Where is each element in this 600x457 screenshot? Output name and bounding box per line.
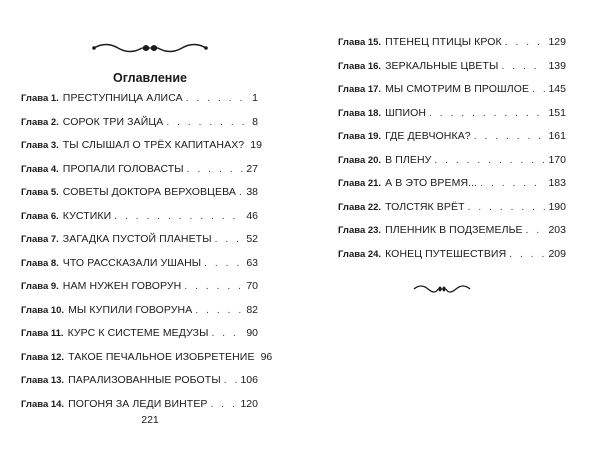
chapter-page-number: 52 xyxy=(246,233,258,245)
chapter-label: Глава 6. xyxy=(21,210,59,222)
chapter-label: Глава 23. xyxy=(338,225,382,236)
chapter-page-number: 1 xyxy=(252,92,258,104)
chapter-page-number: 209 xyxy=(548,247,566,260)
dot-leader xyxy=(212,328,244,339)
flourish-ornament-icon xyxy=(412,282,472,296)
toc-entry xyxy=(338,36,566,60)
toc-entry xyxy=(338,154,566,178)
chapter-label: Глава 5. xyxy=(21,187,59,198)
toc-entry xyxy=(21,163,258,187)
dot-leader xyxy=(526,225,546,236)
chapter-page-number: 203 xyxy=(548,224,566,236)
chapter-title: ТОЛСТЯК ВРЁТ xyxy=(385,200,465,213)
dot-leader xyxy=(474,131,546,142)
chapter-label: Глава 11. xyxy=(21,328,64,339)
chapter-title: А В ЭТО ВРЕМЯ... xyxy=(385,177,478,189)
chapter-label: Глава 10. xyxy=(21,304,65,316)
toc-entry xyxy=(338,224,566,248)
chapter-page-number: 161 xyxy=(548,130,566,142)
dot-leader xyxy=(184,281,243,292)
dot-leader xyxy=(501,61,545,72)
chapter-label: Глава 13. xyxy=(21,375,65,386)
toc-entry xyxy=(338,201,566,225)
chapter-label: Глава 22. xyxy=(338,201,382,213)
chapter-label: Глава 3. xyxy=(21,140,59,151)
chapter-label: Глава 16. xyxy=(338,60,382,72)
chapter-page-number: 82 xyxy=(246,303,258,316)
chapter-page-number: 46 xyxy=(246,209,258,222)
chapter-title: ТЫ СЛЫШАЛ О ТРЁХ КАПИТАНАХ? xyxy=(62,139,245,151)
toc-entry xyxy=(338,107,566,131)
toc-entry xyxy=(338,177,566,201)
toc-entry xyxy=(338,130,566,154)
chapter-label: Глава 19. xyxy=(338,131,382,142)
chapter-label: Глава 21. xyxy=(338,178,382,189)
chapter-title: ЗАГАДКА ПУСТОЙ ПЛАНЕТЫ xyxy=(62,233,212,245)
toc-entry xyxy=(21,327,258,351)
chapter-title: ПАРАЛИЗОВАННЫЕ РОБОТЫ xyxy=(68,374,221,386)
chapter-title: ПОГОНЯ ЗА ЛЕДИ ВИНТЕР xyxy=(68,397,208,410)
chapter-title: НАМ НУЖЕН ГОВОРУН xyxy=(62,280,182,292)
chapter-label: Глава 17. xyxy=(338,84,382,95)
chapter-page-number: 63 xyxy=(246,256,258,269)
chapter-title: КУРС К СИСТЕМЕ МЕДУЗЫ xyxy=(67,327,209,339)
chapter-label: Глава 14. xyxy=(21,398,65,410)
chapter-title: ЧТО РАССКАЗАЛИ УШАНЫ xyxy=(62,256,202,269)
dot-leader xyxy=(204,258,243,269)
chapter-title: В ПЛЕНУ xyxy=(385,153,432,166)
chapter-page-number: 38 xyxy=(246,186,258,198)
chapter-page-number: 139 xyxy=(548,59,566,72)
chapter-page-number: 70 xyxy=(246,280,258,292)
flourish-ornament-icon xyxy=(92,40,208,56)
toc-entry xyxy=(21,210,258,234)
chapter-page-number: 183 xyxy=(548,177,566,189)
dot-leader xyxy=(434,155,545,166)
dot-leader xyxy=(532,84,545,95)
chapter-title: СОРОК ТРИ ЗАЙЦА xyxy=(62,115,164,128)
chapter-title: ПРЕСТУПНИЦА АЛИСА xyxy=(62,92,183,104)
toc-entry xyxy=(21,139,262,163)
dot-leader xyxy=(166,117,249,128)
chapter-page-number: 90 xyxy=(246,327,258,339)
dot-leader xyxy=(505,37,546,48)
chapter-title: ГДЕ ДЕВЧОНКА? xyxy=(385,130,471,142)
chapter-label: Глава 1. xyxy=(21,93,59,104)
chapter-page-number: 170 xyxy=(548,153,566,166)
toc-entry xyxy=(21,92,258,116)
chapter-page-number: 145 xyxy=(548,83,566,95)
chapter-page-number: 129 xyxy=(548,36,566,48)
chapter-title: ПРОПАЛИ ГОЛОВАСТЫ xyxy=(62,162,184,175)
toc-entry xyxy=(21,280,258,304)
toc-entry xyxy=(21,233,258,257)
chapter-page-number: 8 xyxy=(252,115,258,128)
toc-title: Оглавление xyxy=(113,71,187,85)
chapter-label: Глава 8. xyxy=(21,257,59,269)
dot-leader xyxy=(429,108,545,119)
chapter-label: Глава 4. xyxy=(21,163,59,175)
chapter-title: ТАКОЕ ПЕЧАЛЬНОЕ ИЗОБРЕТЕНИЕ xyxy=(68,350,255,363)
chapter-label: Глава 18. xyxy=(338,107,382,119)
right-page xyxy=(300,0,600,457)
toc-entry xyxy=(338,248,566,272)
dot-leader xyxy=(480,178,545,189)
toc-entry xyxy=(338,60,566,84)
chapter-title: КОНЕЦ ПУТЕШЕСТВИЯ xyxy=(385,247,507,260)
chapter-title: ПЛЕННИК В ПОДЗЕМЕЛЬЕ xyxy=(385,224,523,236)
dot-leader xyxy=(509,249,545,260)
dot-leader xyxy=(186,93,249,104)
toc-entry xyxy=(21,350,273,375)
toc-list-left xyxy=(21,92,273,421)
chapter-title: МЫ КУПИЛИ ГОВОРУНА xyxy=(68,303,193,316)
page-number: 221 xyxy=(141,414,159,426)
toc-list-right xyxy=(338,36,566,271)
chapter-title: МЫ СМОТРИМ В ПРОШЛОЕ xyxy=(385,83,530,95)
chapter-title: КУСТИКИ xyxy=(62,209,112,222)
dot-leader xyxy=(114,211,243,222)
chapter-label: Глава 20. xyxy=(338,154,382,166)
chapter-label: Глава 24. xyxy=(338,248,382,260)
chapter-title: СОВЕТЫ ДОКТОРА ВЕРХОВЦЕВА xyxy=(62,186,236,198)
dot-leader xyxy=(211,399,238,410)
dot-leader xyxy=(195,305,243,316)
chapter-page-number: 27 xyxy=(246,162,258,175)
dot-leader xyxy=(224,375,238,386)
chapter-label: Глава 12. xyxy=(21,351,65,363)
toc-entry xyxy=(21,116,258,140)
toc-entry xyxy=(21,374,258,398)
chapter-label: Глава 7. xyxy=(21,234,59,245)
toc-entry xyxy=(338,83,566,107)
chapter-label: Глава 2. xyxy=(21,116,59,128)
dot-leader xyxy=(187,164,244,175)
dot-leader xyxy=(468,202,546,213)
chapter-page-number: 151 xyxy=(548,106,566,119)
chapter-page-number: 106 xyxy=(240,374,258,386)
chapter-page-number: 190 xyxy=(548,200,566,213)
chapter-title: ПТЕНЕЦ ПТИЦЫ КРОК xyxy=(385,36,502,48)
chapter-page-number: 96 xyxy=(260,350,273,363)
chapter-title: ШПИОН xyxy=(385,106,427,119)
dot-leader xyxy=(215,234,244,245)
toc-entry xyxy=(21,257,258,281)
chapter-page-number: 19 xyxy=(250,139,262,151)
chapter-title: ЗЕРКАЛЬНЫЕ ЦВЕТЫ xyxy=(385,59,499,72)
toc-entry xyxy=(21,304,258,328)
chapter-label: Глава 15. xyxy=(338,37,382,48)
dot-leader xyxy=(239,187,243,198)
chapter-page-number: 120 xyxy=(240,397,258,410)
toc-entry xyxy=(21,186,258,210)
chapter-label: Глава 9. xyxy=(21,281,59,292)
